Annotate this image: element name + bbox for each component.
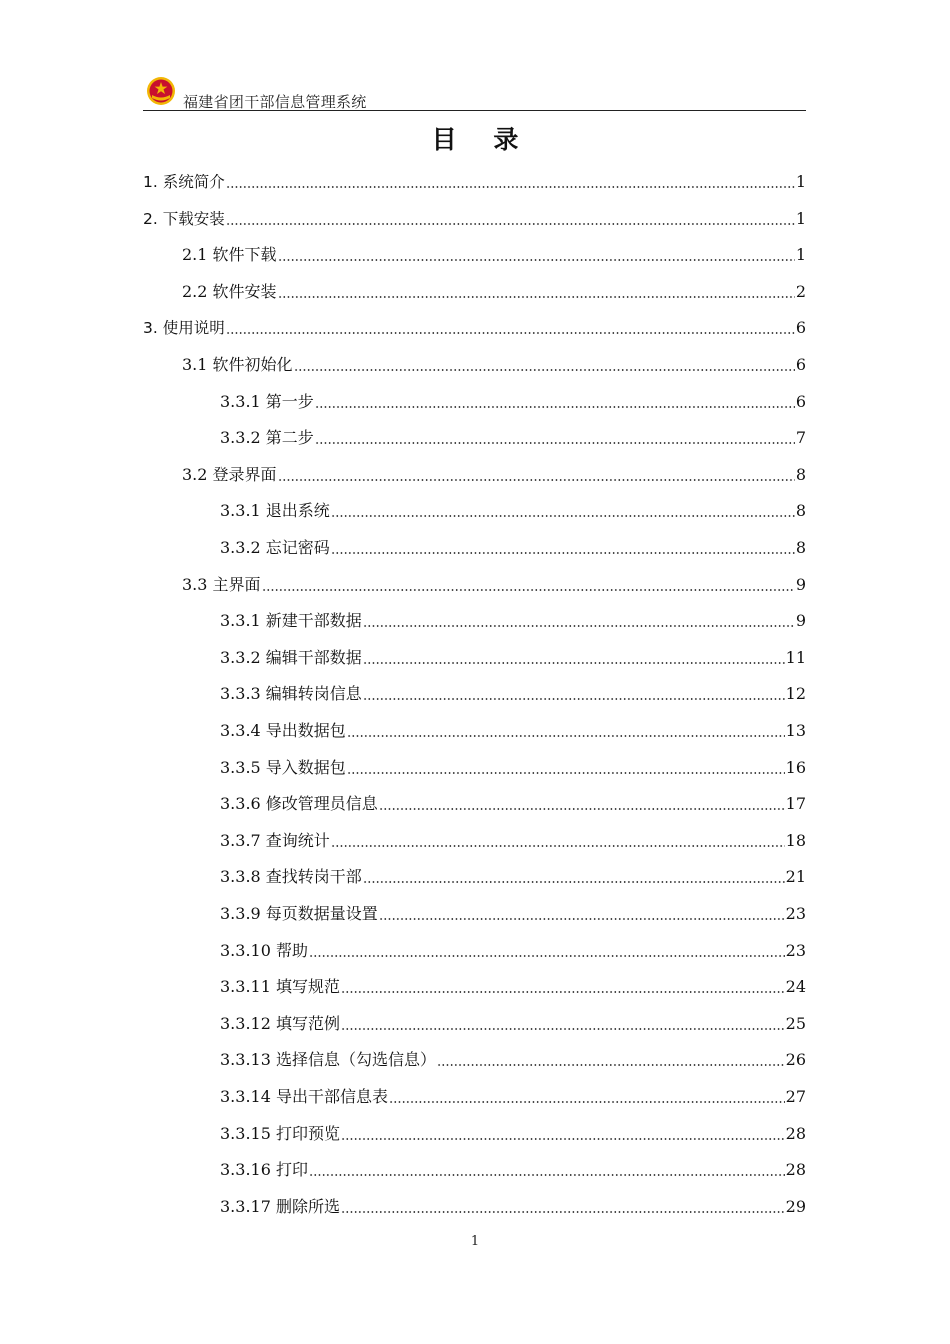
dot-leader: [226, 223, 795, 225]
toc-entry-page: 6: [795, 391, 806, 411]
toc-entry-label: 1. 系统简介: [143, 173, 225, 191]
toc-entry-label: 3.3.2 第二步: [220, 428, 314, 448]
dot-leader: [309, 1174, 785, 1176]
toc-entry-label: 3.3.15 打印预览: [220, 1123, 340, 1143]
dot-leader: [278, 479, 795, 481]
toc-entry-page: 8: [795, 501, 806, 521]
dot-leader: [347, 772, 785, 774]
dot-leader: [315, 442, 795, 444]
toc-entry[interactable]: [182, 461, 806, 485]
toc-entry-page: 24: [785, 977, 806, 997]
toc-entry-page: 11: [785, 647, 806, 667]
toc-entry-page: 6: [795, 355, 806, 374]
toc-entry-page: 1: [795, 245, 806, 265]
toc-entry-page: 25: [785, 1013, 806, 1033]
toc-entry-page: 9: [795, 574, 806, 594]
toc-entry-page: 6: [795, 318, 806, 338]
toc-entry[interactable]: [182, 241, 806, 265]
toc-entry-label: 3.3.13 选择信息（勾选信息）: [220, 1050, 436, 1070]
toc-entry[interactable]: [220, 1046, 806, 1070]
toc-entry-label: 3.3.8 查找转岗干部: [220, 867, 362, 887]
toc-entry[interactable]: [220, 680, 806, 704]
toc-entry-page: 7: [795, 428, 806, 448]
dot-leader: [363, 698, 785, 700]
toc-entry-page: 12: [785, 684, 806, 704]
dot-leader: [331, 845, 785, 847]
toc-entry-label: 3.3.10 帮助: [220, 940, 308, 960]
dot-leader: [437, 1064, 785, 1066]
toc-entry-label: 3.1 软件初始化: [182, 355, 293, 374]
toc-entry-label: 2.2 软件安装: [182, 281, 277, 301]
dot-leader: [294, 369, 795, 371]
toc-entry-page: 29: [785, 1196, 806, 1216]
toc-entry[interactable]: [143, 314, 806, 338]
toc-entry-page: 2: [795, 281, 806, 301]
toc-entry-label: 3.3.1 退出系统: [220, 501, 330, 521]
toc-entry-label: 3.3.2 忘记密码: [220, 538, 330, 557]
dot-leader: [379, 808, 785, 810]
toc-entry[interactable]: [220, 644, 806, 668]
toc-entry-page: 8: [795, 464, 806, 484]
dot-leader: [363, 881, 785, 883]
toc-entry-label: 3.3.14 导出干部信息表: [220, 1087, 388, 1106]
toc-entry-label: 3.3.9 每页数据量设置: [220, 904, 378, 923]
toc-entry[interactable]: [220, 863, 806, 887]
toc-entry[interactable]: [220, 973, 806, 997]
toc-entry-label: 3. 使用说明: [143, 319, 225, 338]
toc-entry[interactable]: [220, 790, 806, 814]
dot-leader: [341, 1138, 785, 1140]
toc-entry-label: 3.3.3 编辑转岗信息: [220, 684, 362, 704]
toc-entry-label: 3.3 主界面: [182, 574, 261, 594]
toc-entry-page: 9: [795, 611, 806, 631]
toc-entry-label: 3.3.11 填写规范: [220, 977, 340, 997]
toc-entry[interactable]: [182, 351, 806, 375]
toc-entry-page: 17: [785, 794, 806, 814]
toc-entry-page: 23: [785, 940, 806, 960]
toc-entry-page: 16: [785, 757, 806, 777]
toc-entry[interactable]: [182, 278, 806, 302]
toc-entry-label: 2. 下载安装: [143, 209, 225, 228]
toc-entry-page: 28: [785, 1160, 806, 1180]
toc-entry-page: 1: [795, 208, 806, 228]
dot-leader: [363, 662, 785, 664]
toc-entry[interactable]: [220, 827, 806, 851]
dot-leader: [341, 1211, 785, 1213]
toc-entry[interactable]: [220, 900, 806, 924]
toc-entry[interactable]: [220, 754, 806, 778]
toc-entry-page: 28: [785, 1123, 806, 1143]
dot-leader: [278, 296, 795, 298]
toc-entry[interactable]: [220, 1156, 806, 1180]
toc-entry-label: 3.3.1 新建干部数据: [220, 611, 362, 631]
dot-leader: [363, 625, 795, 627]
toc-entry[interactable]: [220, 388, 806, 412]
toc-entry[interactable]: [220, 1083, 806, 1107]
toc-entry[interactable]: [220, 1193, 806, 1217]
dot-leader: [347, 735, 785, 737]
dot-leader: [226, 186, 795, 188]
toc-entry[interactable]: [220, 424, 806, 448]
toc-entry[interactable]: [220, 607, 806, 631]
page-title: 目 录: [431, 125, 533, 154]
page-header: [143, 72, 806, 111]
toc-entry-page: 27: [785, 1087, 806, 1106]
toc-entry-label: 3.3.5 导入数据包: [220, 757, 346, 777]
toc-entry[interactable]: [220, 937, 806, 961]
toc-entry-page: 1: [795, 172, 806, 191]
dot-leader: [309, 955, 785, 957]
dot-leader: [389, 1101, 785, 1103]
toc-entry-label: 3.3.7 查询统计: [220, 830, 330, 850]
dot-leader: [262, 589, 795, 591]
toc-entry[interactable]: [143, 205, 806, 229]
toc-entry-label: 3.3.1 第一步: [220, 391, 314, 411]
toc-entry[interactable]: [220, 497, 806, 521]
dot-leader: [341, 1028, 785, 1030]
toc-entry-page: 18: [785, 830, 806, 850]
toc-entry[interactable]: [220, 1010, 806, 1034]
toc-entry-label: 3.3.4 导出数据包: [220, 721, 346, 740]
toc-entry-label: 2.1 软件下载: [182, 245, 277, 265]
toc-entry-page: 21: [785, 867, 806, 887]
toc-entry[interactable]: [143, 168, 806, 192]
toc-entry-page: 23: [785, 904, 806, 923]
page-number: 1: [470, 1234, 480, 1249]
toc-entry-label: 3.2 登录界面: [182, 464, 277, 484]
dot-leader: [331, 552, 795, 554]
toc-entry-page: 13: [785, 721, 806, 740]
toc-entry[interactable]: [220, 1120, 806, 1144]
toc-entry-label: 3.3.12 填写范例: [220, 1013, 340, 1033]
toc-entry-page: 26: [785, 1050, 806, 1070]
dot-leader: [226, 332, 795, 334]
dot-leader: [341, 991, 785, 993]
dot-leader: [315, 406, 795, 408]
toc-entry-page: 8: [795, 538, 806, 557]
toc-entry[interactable]: [220, 534, 806, 558]
toc-entry-label: 3.3.6 修改管理员信息: [220, 794, 378, 814]
toc-entry[interactable]: [220, 717, 806, 741]
dot-leader: [331, 515, 795, 517]
youth-league-emblem-icon: [146, 76, 176, 106]
toc-entry[interactable]: [182, 571, 806, 595]
toc-entry-label: 3.3.16 打印: [220, 1160, 308, 1180]
header-title: 福建省团干部信息管理系统: [183, 93, 367, 111]
toc-entry-label: 3.3.2 编辑干部数据: [220, 647, 362, 667]
toc-entry-label: 3.3.17 删除所选: [220, 1196, 340, 1216]
dot-leader: [379, 918, 785, 920]
dot-leader: [278, 259, 795, 261]
